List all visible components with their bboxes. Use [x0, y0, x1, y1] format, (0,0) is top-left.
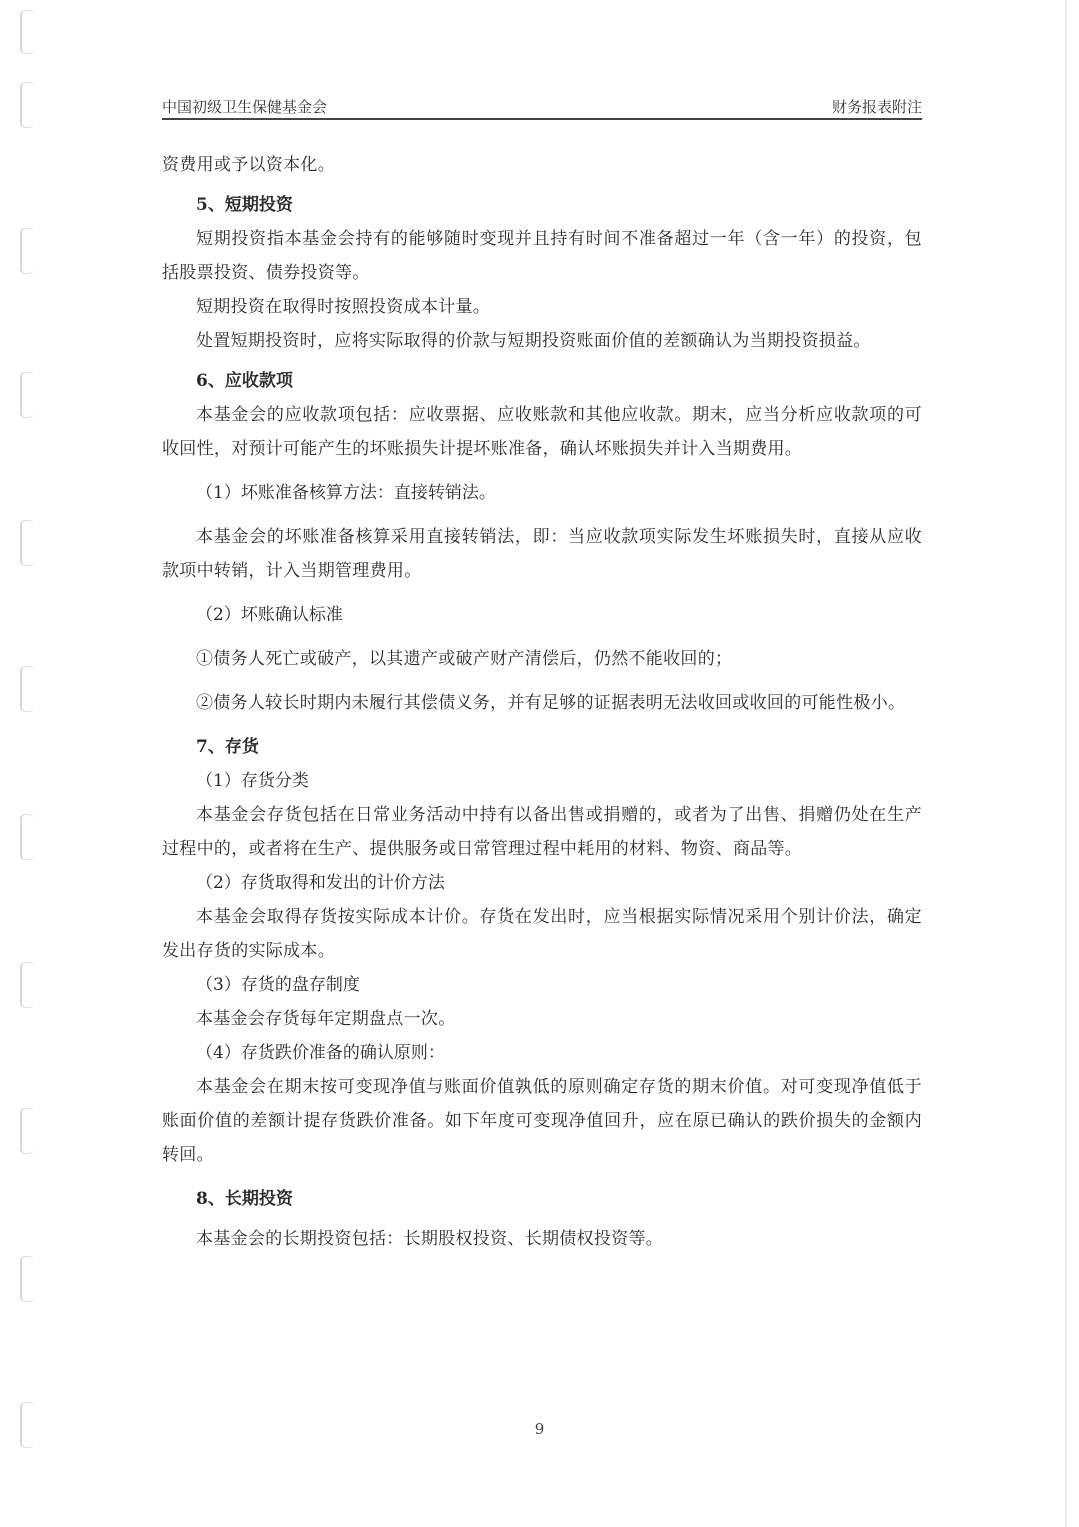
paragraph: 短期投资指本基金会持有的能够随时变现并且持有时间不准备超过一年（含一年）的投资，包括股票投资、债券投资等。	[162, 229, 922, 283]
paragraph: 处置短期投资时，应将实际取得的价款与短期投资账面价值的差额确认为当期投资损益。	[196, 331, 871, 351]
header-document-type: 财务报表附注	[831, 98, 922, 116]
section-heading: 7、存货	[196, 737, 259, 757]
page-header	[162, 94, 922, 120]
paragraph: 本基金会存货包括在日常业务活动中持有以备出售或捐赠的，或者为了出售、捐赠仍处在生产过程中的，或者将在生产、提供服务或日常管理过程中耗用的材料、物资、商品等。	[162, 805, 922, 859]
section-heading: 8、长期投资	[196, 1189, 293, 1209]
binding-mark	[20, 228, 34, 274]
paragraph: 本基金会的长期投资包括：长期股权投资、长期债权投资等。	[196, 1229, 664, 1249]
paragraph: 资费用或予以资本化。	[162, 155, 335, 175]
binding-mark	[20, 666, 34, 712]
binding-mark	[20, 962, 34, 1008]
paragraph: 短期投资在取得时按照投资成本计量。	[196, 297, 491, 317]
subsection-heading: （2）坏账确认标准	[196, 605, 343, 625]
subsection-heading: （3）存货的盘存制度	[196, 975, 360, 995]
scan-edge	[1065, 0, 1067, 1527]
subsection-heading: （1）坏账准备核算方法：直接转销法。	[196, 483, 496, 503]
binding-mark	[20, 814, 34, 860]
section-heading: 5、短期投资	[196, 195, 293, 215]
binding-mark	[20, 10, 34, 54]
paragraph: 本基金会取得存货按实际成本计价。存货在发出时，应当根据实际情况采用个别计价法，确定发出存货的实际成本。	[162, 907, 922, 961]
section-heading: 6、应收款项	[196, 371, 293, 391]
page-number: 9	[534, 1420, 545, 1438]
paragraph: 本基金会的应收款项包括：应收票据、应收账款和其他应收款。期末，应当分析应收款项的可收回性，对预计可能产生的坏账损失计提坏账准备，确认坏账损失并计入当期费用。	[162, 405, 922, 459]
subsection-heading: （1）存货分类	[196, 771, 309, 791]
list-item: ①债务人死亡或破产，以其遗产或破产财产清偿后，仍然不能收回的；	[196, 649, 733, 669]
binding-mark	[20, 372, 34, 418]
binding-mark	[20, 1256, 34, 1302]
subsection-heading: （4）存货跌价准备的确认原则：	[196, 1043, 445, 1063]
document-body	[162, 148, 922, 1256]
subsection-heading: （2）存货取得和发出的计价方法	[196, 873, 445, 893]
list-item: ②债务人较长时期内未履行其偿债义务，并有足够的证据表明无法收回或收回的可能性极小。	[196, 693, 906, 713]
paragraph: 本基金会的坏账准备核算采用直接转销法，即：当应收款项实际发生坏账损失时，直接从应收款项中转销，计入当期管理费用。	[162, 527, 922, 581]
binding-mark	[20, 520, 34, 566]
header-organization: 中国初级卫生保健基金会	[162, 98, 328, 116]
paragraph: 本基金会存货每年定期盘点一次。	[196, 1009, 456, 1029]
paragraph: 本基金会在期末按可变现净值与账面价值孰低的原则确定存货的期末价值。对可变现净值低于账面价值的差额计提存货跌价准备。如下年度可变现净值回升，应在原已确认的跌价损失的金额内转回。	[162, 1077, 922, 1165]
binding-mark	[20, 82, 34, 128]
binding-mark	[20, 1108, 34, 1154]
